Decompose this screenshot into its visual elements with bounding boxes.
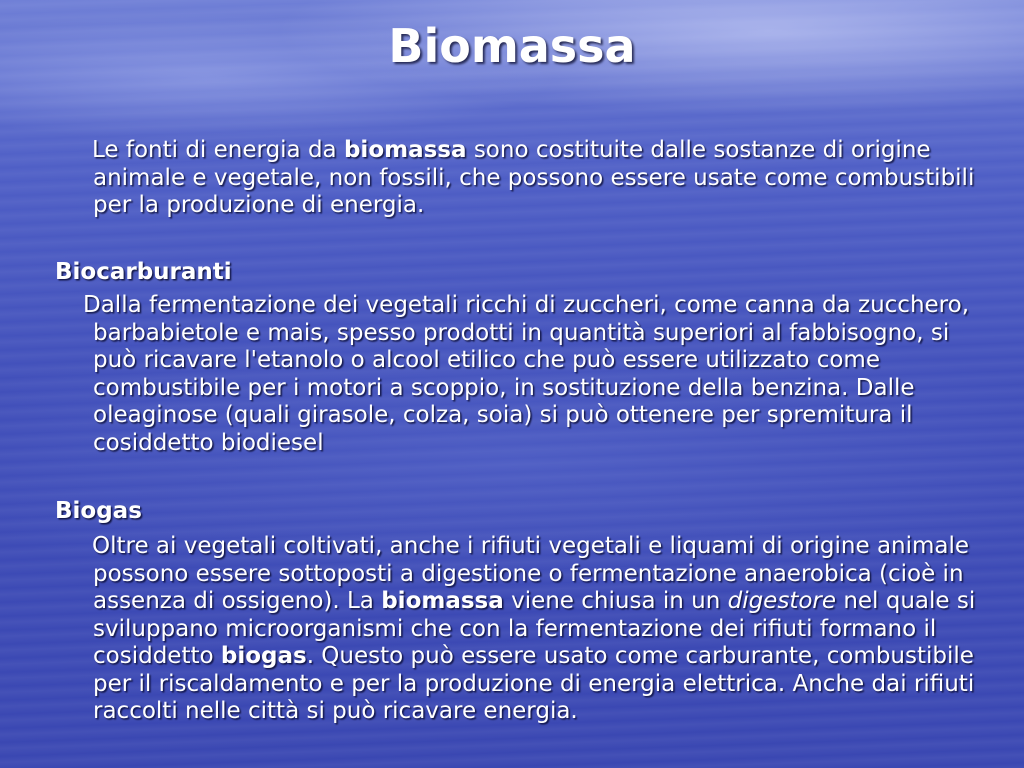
intro-text-1: Le fonti di energia da [92, 137, 344, 163]
biogas-heading: Biogas [55, 498, 142, 524]
biocarburanti-paragraph [55, 292, 985, 457]
biogas-text-2: viene chiusa in un [503, 588, 728, 614]
biogas-bold-biomassa: biomassa [381, 588, 504, 614]
biogas-text-1: Oltre ai vegetali coltivati, anche i rifiuti vegetali e liquami di origine animale possono essere sottoposti a digestione o fermentazione anaerobica (cioè in assenza di ossigeno). La [92, 533, 970, 614]
biogas-bold-biogas: biogas [220, 643, 307, 669]
intro-bold-biomassa: biomassa [343, 137, 467, 163]
biocarburanti-text: Dalla fermentazione dei vegetali ricchi di zuccheri, come canna da zucchero, barbabietole e mais, spesso prodotti in quantità superiori al fabbisogno, si può ricavare l'etanolo o alcool etilico che può essere utilizzato come combustibile per i motori a scoppio, in sostituzione della benzina. Dalle oleaginose (quali girasole, colza, soia) si può ottenere per spremitura il cosiddetto biodiesel [83, 292, 970, 456]
intro-paragraph [55, 137, 985, 220]
biogas-paragraph [55, 533, 985, 726]
intro-text-2: sono costituite dalle sostanze di origine animale e vegetale, non fossili, che possono essere usate come combustibili per la produzione di energia. [93, 137, 975, 218]
biogas-text-4: . Questo può essere usato come carburante, combustibile per il riscaldamento e per la produzione di energia elettrica. Anche dai rifiuti raccolti nelle città si può ricavare energia. [93, 643, 975, 724]
biogas-text-3: nel quale si sviluppano microorganismi che con la fermentazione dei rifiuti formano il cosiddetto [93, 588, 976, 669]
slide-title: Biomassa [388, 19, 636, 73]
biogas-italic-digestore: digestore [727, 588, 837, 614]
biocarburanti-heading: Biocarburanti [55, 259, 232, 285]
